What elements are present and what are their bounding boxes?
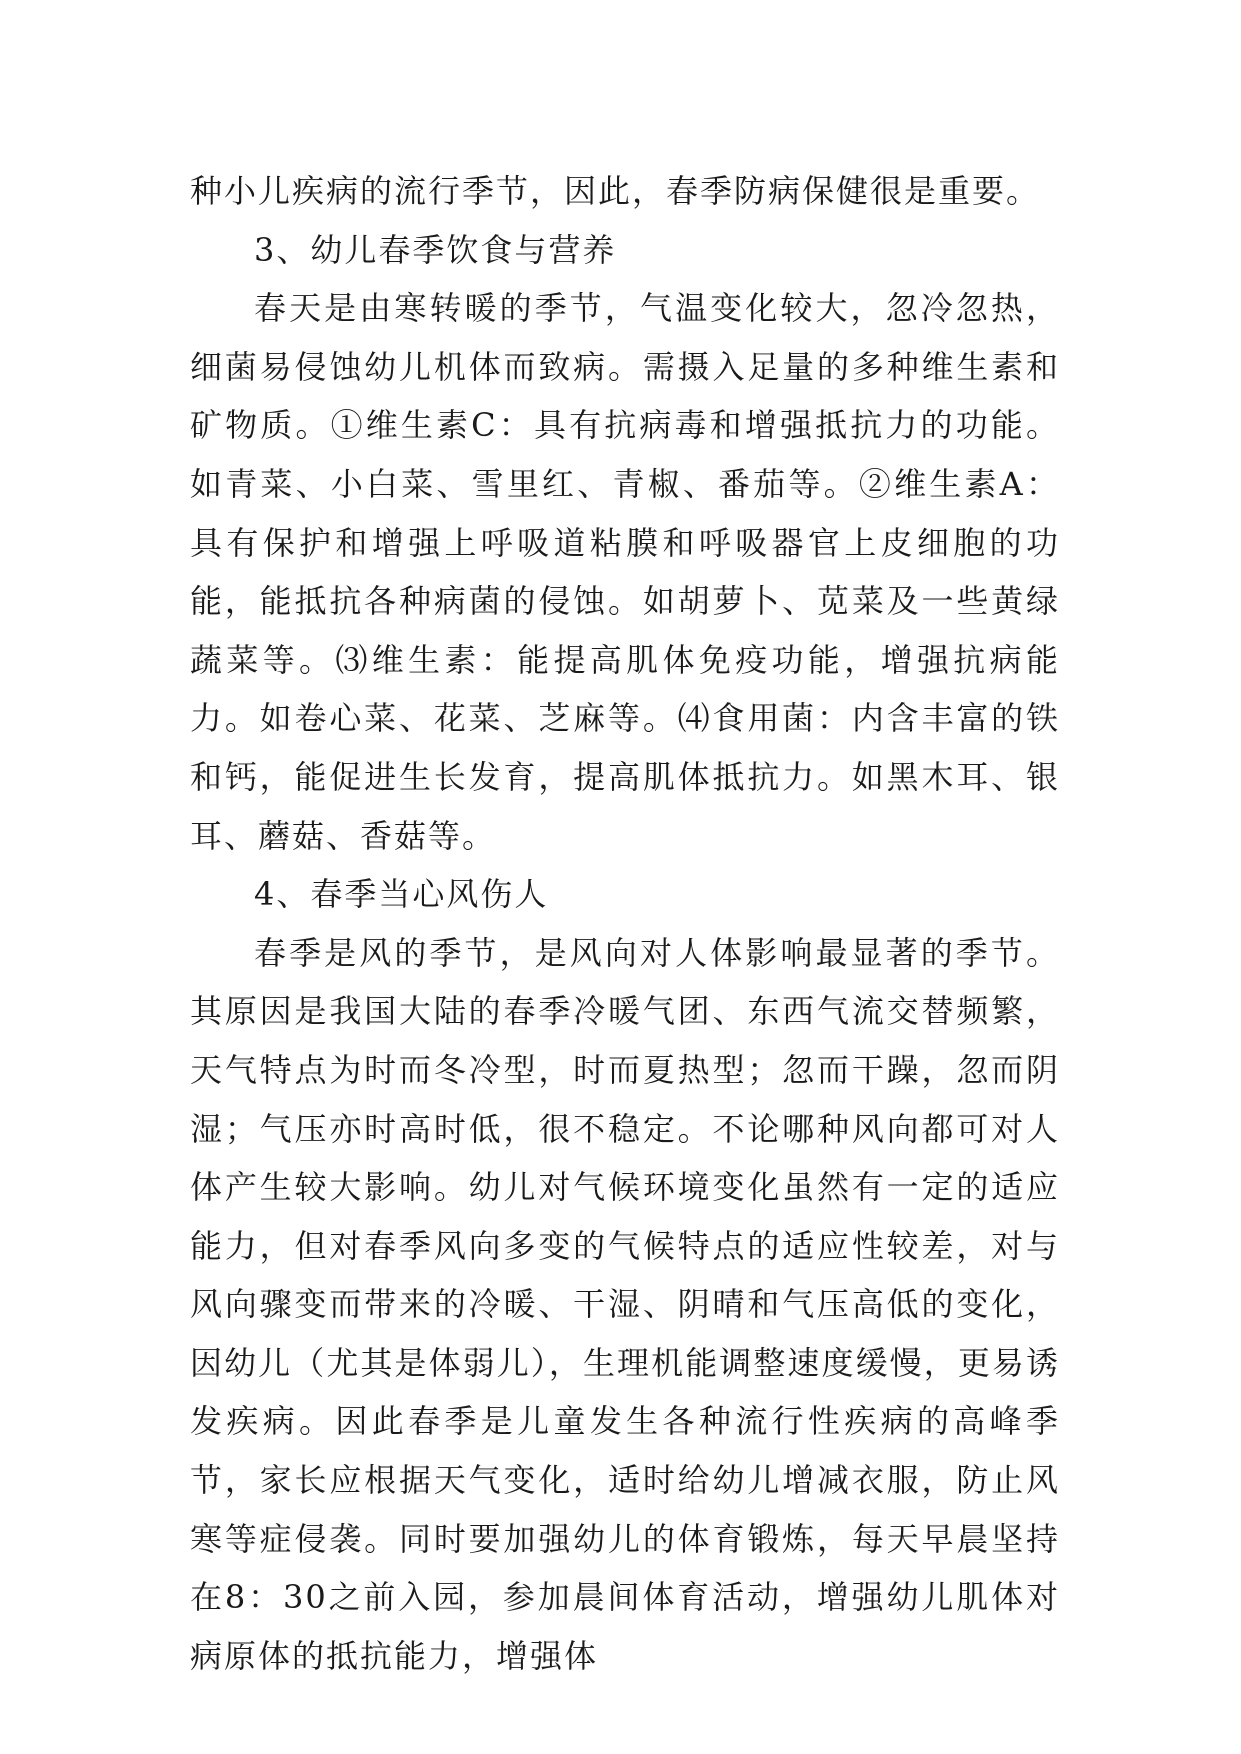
paragraph-diet-nutrition: 春天是由寒转暖的季节，气温变化较大，忽冷忽热，细菌易侵蚀幼儿机体而致病。需摄入足量的多种维生素和矿物质。①维生素C：具有抗病毒和增强抵抗力的功能。如青菜、小白菜、雪里红、青椒、番茄等。②维生素A：具有保护和增强上呼吸道粘膜和呼吸器官上皮细胞的功能，能抵抗各种病菌的侵蚀。如胡萝卜、苋菜及一些黄绿蔬菜等。⑶维生素：能提高肌体免疫功能，增强抗病能力。如卷心菜、花菜、芝麻等。⑷食用菌：内含丰富的铁和钙，能促进生长发育，提高肌体抵抗力。如黑木耳、银耳、蘑菇、香菇等。 <box>190 289 1060 855</box>
section-heading-diet-nutrition: 3、幼儿春季饮食与营养 <box>254 230 617 269</box>
document-body <box>190 162 1060 1685</box>
section-heading-wind: 4、春季当心风伤人 <box>254 875 549 914</box>
paragraph-continuation: 种小儿疾病的流行季节，因此，春季防病保健很是重要。 <box>190 172 1041 210</box>
paragraph-wind: 春季是风的季节，是风向对人体影响最显著的季节。其原因是我国大陆的春季冷暖气团、东西气流交替频繁，天气特点为时而冬冷型，时而夏热型；忽而干躁，忽而阴湿；气压亦时高时低，很不稳定。不论哪种风向都可对人体产生较大影响。幼儿对气候环境变化虽然有一定的适应能力，但对春季风向多变的气候特点的适应性较差，对与风向骤变而带来的冷暖、干湿、阴晴和气压高低的变化，因幼儿（尤其是体弱儿），生理机能调整速度缓慢，更易诱发疾病。因此春季是儿童发生各种流行性疾病的高峰季节，家长应根据天气变化，适时给幼儿增减衣服，防止风寒等症侵袭。同时要加强幼儿的体育锻炼，每天早晨坚持在8：30之前入园，参加晨间体育活动，增强幼儿肌体对病原体的抵抗能力，增强体 <box>190 933 1060 1675</box>
